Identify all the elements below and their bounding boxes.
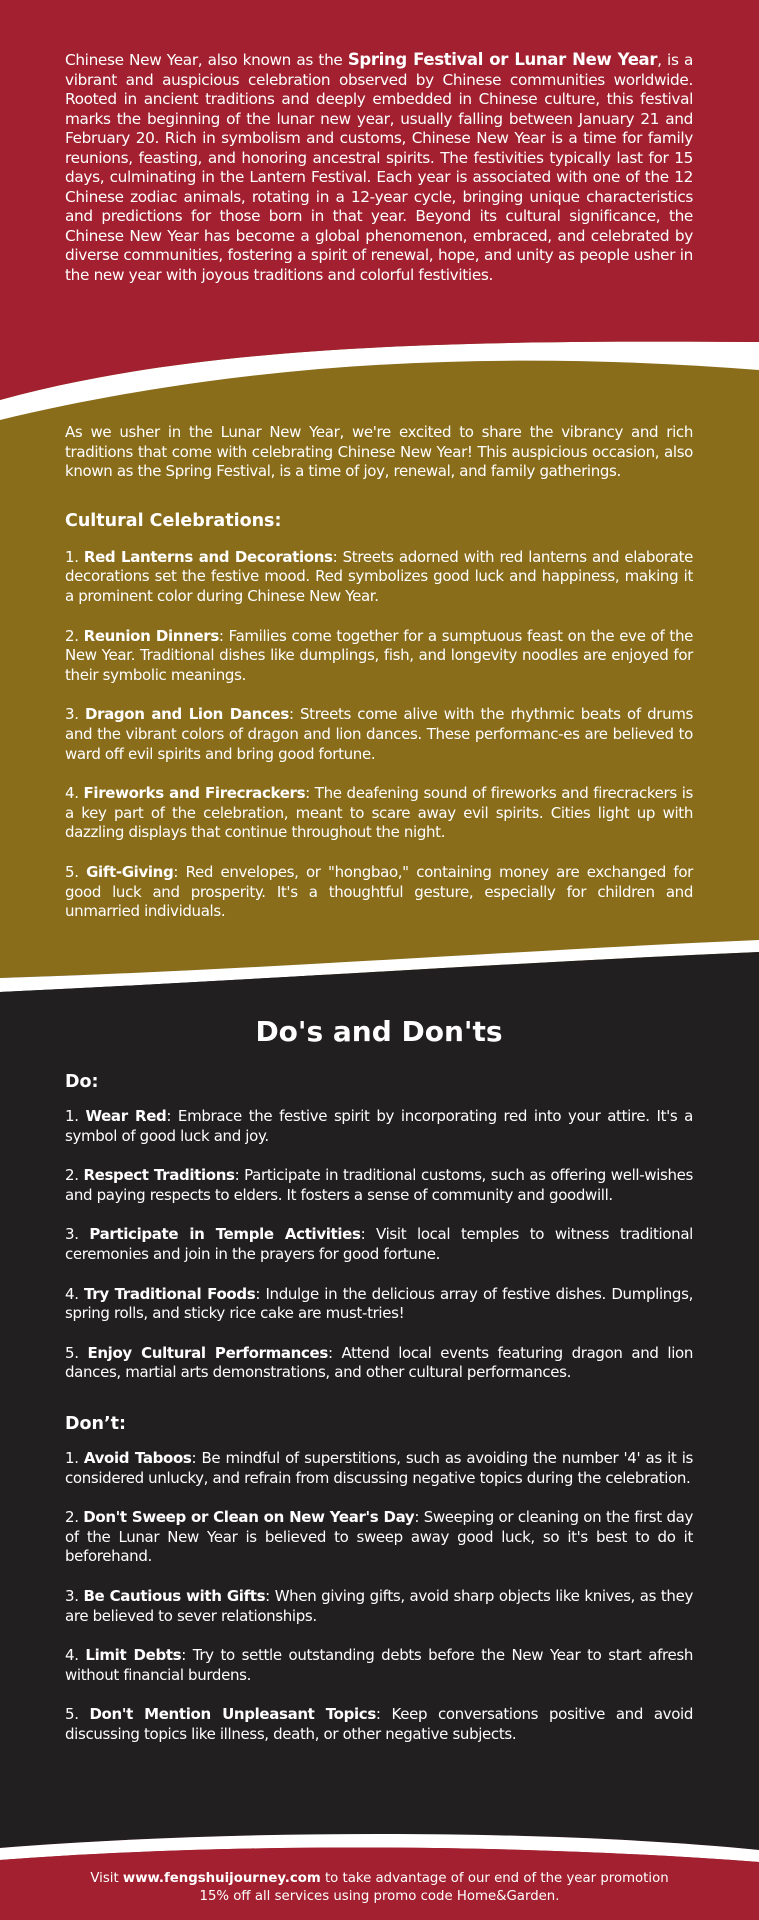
list-item-title: Red Lanterns and Decorations bbox=[83, 547, 333, 566]
list-item-text: : Families come together for a sumptuous feast on the eve of the New Year. Traditional dishes like dumplings, fish, and longevity noodles are enjoyed for their symbolic meanings. bbox=[65, 626, 693, 684]
list-item bbox=[65, 1225, 693, 1264]
list-item-text: : Try to settle outstanding debts before the New Year to start afresh without financial burdens. bbox=[65, 1646, 693, 1684]
list-item-text: : Visit local temples to witness traditional ceremonies and join in the prayers for good fortune. bbox=[65, 1225, 693, 1263]
list-item-number: 3. bbox=[65, 705, 85, 724]
list-item-text: : Be mindful of superstitions, such as avoiding the number '4' as it is considered unlucky, and refrain from discussing negative topics during the celebration. bbox=[65, 1448, 693, 1487]
list-item-title: Reunion Dinners bbox=[83, 626, 219, 645]
list-item-title: Try Traditional Foods bbox=[84, 1284, 256, 1303]
list-item bbox=[65, 705, 693, 764]
footer-line-1 bbox=[0, 1870, 759, 1888]
list-item-title: Limit Debts bbox=[85, 1646, 182, 1665]
list-item bbox=[65, 1508, 693, 1567]
list-item bbox=[65, 1107, 693, 1146]
list-item bbox=[65, 627, 693, 686]
list-item-number: 2. bbox=[65, 626, 84, 645]
intro-highlight: Spring Festival or Lunar New Year bbox=[347, 50, 658, 69]
list-item bbox=[65, 548, 693, 607]
celebrations-section bbox=[65, 423, 693, 922]
list-item-text: : Embrace the festive spirit by incorporating red into your attire. It's a symbol of good luck and joy. bbox=[65, 1107, 694, 1145]
donts-list bbox=[65, 1449, 693, 1745]
footer-line-2: 15% off all services using promo code Home&Garden. bbox=[199, 1888, 560, 1904]
list-item-number: 1. bbox=[65, 1107, 86, 1125]
list-item-title: Enjoy Cultural Performances bbox=[87, 1343, 328, 1362]
list-item-title: Avoid Taboos bbox=[83, 1448, 192, 1467]
wave-divider-middle bbox=[0, 930, 759, 1000]
list-item bbox=[65, 1166, 693, 1205]
list-item-number: 4. bbox=[65, 784, 84, 803]
list-item bbox=[65, 784, 693, 843]
list-item bbox=[65, 1344, 693, 1383]
intro-paragraph bbox=[65, 50, 693, 285]
intro-rest: , is a vibrant and auspicious celebration observed by Chinese communities worldwide. Rooted in ancient traditions and deeply embedded in Chinese culture, this festival marks the beginning of the lunar new year, usually falling between January 21 and February 20. Rich in symbolism and customs, Chinese New Year is a time for family reunions, feasting, and honoring ancestral spirits. The festivities typically last for 15 days, culminating in the Lantern Festival. Each year is associated with one of the 12 Chinese zodiac animals, rotating in a 12-year cycle, bringing unique characteristics and predictions for those born in that year. Beyond its cultural significance, the Chinese New Year has become a global phenomenon, embraced, and celebrated by diverse communities, fostering a spirit of renewal, hope, and unity as people usher in the new year with joyous traditions and colorful festivities. bbox=[65, 51, 693, 284]
list-item-number: 4. bbox=[65, 1284, 85, 1303]
list-item bbox=[65, 863, 693, 922]
list-item-text: : Indulge in the delicious array of festive dishes. Dumplings, spring rolls, and sticky rice cake are must-tries! bbox=[65, 1284, 693, 1323]
list-item bbox=[65, 1705, 693, 1744]
list-item-title: Wear Red bbox=[85, 1107, 167, 1125]
list-item bbox=[65, 1646, 693, 1685]
list-item-number: 1. bbox=[65, 547, 84, 566]
list-item-title: Participate in Temple Activities bbox=[89, 1225, 361, 1244]
celebrations-heading: Cultural Celebrations: bbox=[65, 510, 282, 531]
list-item-text: : Participate in traditional customs, such as offering well-wishes and paying respects to elders. It fosters a sense of community and goodwill. bbox=[65, 1166, 694, 1204]
list-item-number: 3. bbox=[65, 1225, 90, 1244]
list-item-number: 5. bbox=[65, 862, 87, 881]
intro-lead: Chinese New Year, also known as the bbox=[65, 51, 348, 69]
dont-heading: Don’t: bbox=[65, 1413, 127, 1434]
list-item-text: : When giving gifts, avoid sharp objects like knives, as they are believed to sever relationships. bbox=[65, 1586, 693, 1625]
list-item-number: 2. bbox=[65, 1508, 84, 1527]
list-item-title: Respect Traditions bbox=[83, 1166, 235, 1185]
footer-visit: Visit bbox=[90, 1871, 123, 1886]
intro-section bbox=[65, 50, 693, 285]
do-heading: Do: bbox=[65, 1072, 99, 1092]
wave-divider-top bbox=[0, 330, 759, 420]
list-item-text: : Keep conversations positive and avoid discussing topics like illness, death, or other negative subjects. bbox=[65, 1705, 694, 1743]
dos-donts-heading: Do's and Don'ts bbox=[255, 1015, 503, 1048]
list-item bbox=[65, 1449, 693, 1488]
list-item-number: 5. bbox=[65, 1705, 90, 1724]
list-item-title: Be Cautious with Gifts bbox=[83, 1586, 266, 1605]
celebrations-intro: As we usher in the Lunar New Year, we're excited to share the vibrancy and rich traditions that come with celebrating Chinese New Year! This auspicious occasion, also known as the Spring Festival, is a time of joy, renewal, and family gatherings. bbox=[65, 423, 693, 481]
list-item-number: 3. bbox=[65, 1586, 84, 1605]
list-item-title: Dragon and Lion Dances bbox=[84, 705, 289, 724]
list-item bbox=[65, 1587, 693, 1626]
dos-donts-section bbox=[65, 1015, 693, 1744]
list-item-title: Don't Sweep or Clean on New Year's Day bbox=[83, 1508, 415, 1527]
list-item-text: : Sweeping or cleaning on the first day of the Lunar New Year is believed to sweep away good luck, so it's best to do it beforehand. bbox=[65, 1508, 693, 1566]
dos-list bbox=[65, 1107, 693, 1383]
footer-link[interactable]: www.fengshuijourney.com bbox=[122, 1871, 321, 1886]
celebrations-list bbox=[65, 548, 693, 922]
list-item-text: : Streets adorned with red lanterns and elaborate decorations set the festive mood. Red symbolizes good luck and happiness, making it a prominent color during Chinese New Year. bbox=[65, 547, 693, 605]
list-item-number: 2. bbox=[65, 1166, 84, 1185]
list-item-text: : The deafening sound of fireworks and firecrackers is a key part of the celebration, meant to scare away evil spirits. Cities light up with dazzling displays that continue throughout the night. bbox=[65, 784, 693, 842]
list-item bbox=[65, 1285, 693, 1324]
list-item-title: Gift-Giving bbox=[86, 862, 174, 881]
footer bbox=[0, 1870, 759, 1905]
list-item-text: : Streets come alive with the rhythmic beats of drums and the vibrant colors of dragon and lion dances. These performanc-es are believed to ward off evil spirits and bring good fortune. bbox=[65, 705, 693, 763]
list-item-title: Don't Mention Unpleasant Topics bbox=[89, 1705, 376, 1724]
list-item-number: 5. bbox=[65, 1343, 88, 1362]
list-item-number: 4. bbox=[65, 1646, 86, 1665]
list-item-text: : Red envelopes, or "hongbao," containing money are exchanged for good luck and prosperity. It's a thoughtful gesture, especially for children and unmarried individuals. bbox=[65, 862, 693, 921]
list-item-number: 1. bbox=[65, 1448, 84, 1467]
footer-promo: to take advantage of our end of the year promotion bbox=[320, 1871, 669, 1886]
list-item-title: Fireworks and Firecrackers bbox=[83, 784, 306, 803]
list-item-text: : Attend local events featuring dragon and lion dances, martial arts demonstrations, and other cultural performances. bbox=[65, 1343, 694, 1382]
